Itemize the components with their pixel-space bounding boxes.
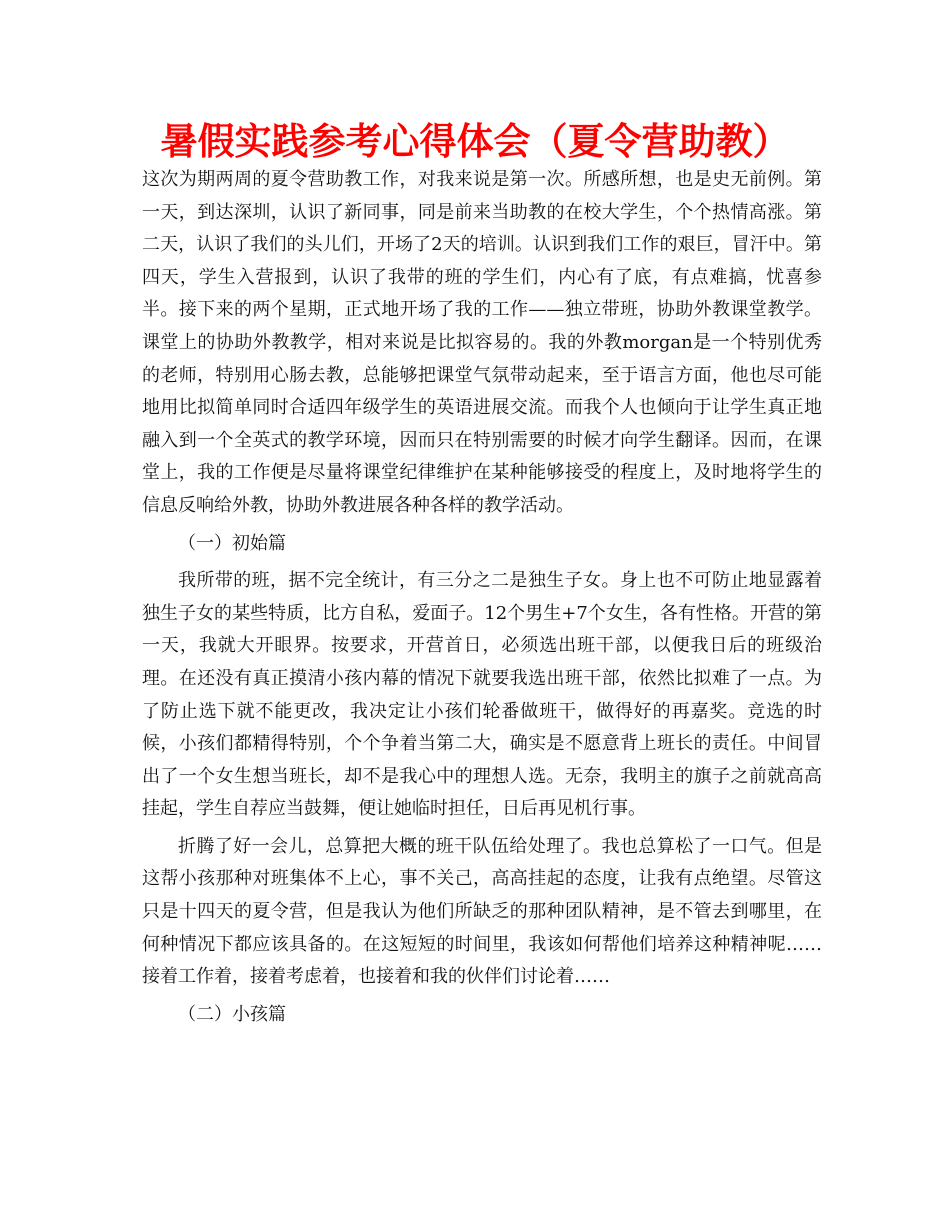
document-title: 暑假实践参考心得体会（夏令营助教） <box>160 120 790 163</box>
section-heading-initial: （一）初始篇 <box>178 532 286 554</box>
section-heading-children: （二）小孩篇 <box>178 1003 286 1025</box>
paragraph-intro: 这次为期两周的夏令营助教工作，对我来说是第一次。所感所想，也是史无前例。第一天，到达深圳，认识了新同事，同是前来当助教的在校大学生，个个热情高涨。第二天，认识了我们的头儿们，开场了2天的培训。认识到我们工作的艰巨，冒汗中。第四天，学生入营报到，认识了我带的班的学生们，内心有了底，有点难搞，忧喜参半。接下来的两个星期，正式地开场了我的工作——独立带班，协助外教课堂教学。课堂上的协助外教教学，相对来说是比拟容易的。我的外教morgan是一个特别优秀的老师，特别用心肠去教，总能够把课堂气氛带动起来，至于语言方面，他也尽可能地用比拟简单同时合适四年级学生的英语进展交流。而我个人也倾向于让学生真正地融入到一个全英式的教学环境，因而只在特别需要的时候才向学生翻译。因而，在课堂上，我的工作便是尽量将课堂纪律维护在某种能够接受的程度上，及时地将学生的信息反响给外教，协助外教进展各种各样的教学活动。 <box>142 169 822 516</box>
paragraph-team-spirit: 折腾了好一会儿，总算把大概的班干队伍给处理了。我也总算松了一口气。但是这帮小孩那种对班集体不上心，事不关己，高高挂起的态度，让我有点绝望。尽管这只是十四天的夏令营，但是我认为他们所缺乏的那种团队精神，是不管去到哪里，在何种情况下都应该具备的。在这短短的时间里，我该如何帮他们培养这种精神呢……接着工作着，接着考虑着，也接着和我的伙伴们讨论着…… <box>142 835 822 988</box>
paragraph-class-intro: 我所带的班，据不完全统计，有三分之二是独生子女。身上也不可防止地显露着独生子女的某些特质，比方自私，爱面子。12个男生+7个女生，各有性格。开营的第一天，我就大开眼界。按要求，开营首日，必须选出班干部，以便我日后的班级治理。在还没有真正摸清小孩内幕的情况下就要我选出班干部，依然比拟难了一点。为了防止选下就不能更改，我决定让小孩们轮番做班干，做得好的再嘉奖。竞选的时候，小孩们都精得特别，个个争着当第二大，确实是不愿意背上班长的责任。中间冒出了一个女生想当班长，却不是我心中的理想人选。无奈，我明主的旗子之前就高高挂起，学生自荐应当鼓舞，便让她临时担任，日后再见机行事。 <box>142 570 822 820</box>
document-body <box>142 164 822 1031</box>
